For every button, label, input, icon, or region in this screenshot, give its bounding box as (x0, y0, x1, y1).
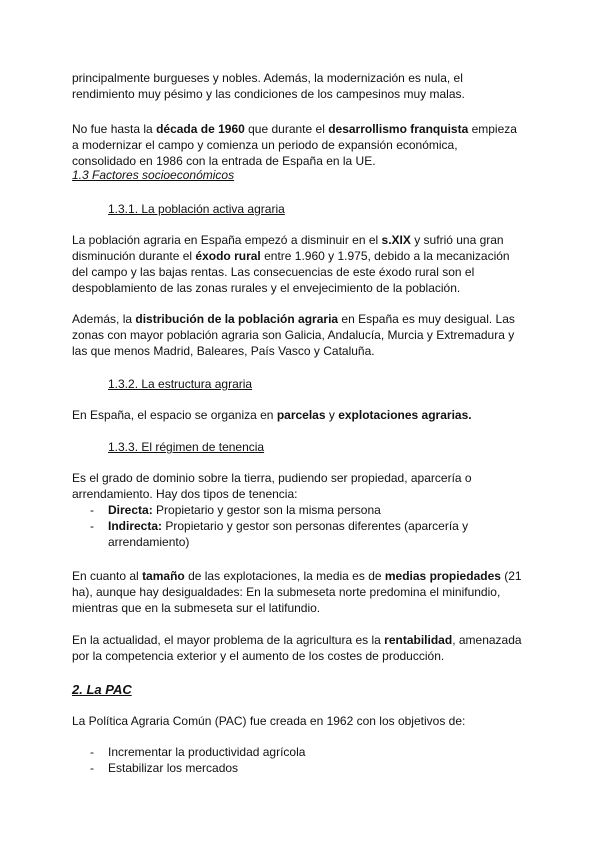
section-heading-1-3: 1.3 Factores socioeconómicos (72, 168, 235, 182)
list-item: - Estabilizar los mercados (90, 761, 239, 775)
paragraph-estructura: En España, el espacio se organiza en parcelas y explotaciones agrarias. (72, 408, 472, 422)
subsection-heading-1-3-3: 1.3.3. El régimen de tenencia (108, 440, 265, 454)
paragraph-pac: La Política Agraria Común (PAC) fue creada en 1962 con los objetivos de: (72, 714, 466, 728)
paragraph-tamano: En cuanto al tamaño de las explotaciones, la media es de medias propiedades (21 ha), aunque hay desigualdades: En la submeseta norte predomina el minifundio, mientras que en la submeseta sur el latifundio. (72, 569, 522, 615)
paragraph-decada-1960: No fue hasta la década de 1960 que durante el desarrollismo franquista empieza a modernizar el campo y comienza un periodo de expansión económica, consolidado en 1986 con la entrada de España en la UE. (72, 122, 517, 168)
list-item: - Directa: Propietario y gestor son la misma persona (90, 503, 381, 517)
list-item: - Incrementar la productividad agrícola (90, 745, 306, 759)
paragraph-poblacion-agraria: La población agraria en España empezó a disminuir en el s.XIX y sufrió una gran disminución durante el éxodo rural entre 1.960 y 1.975, debido a la mecanización del campo y las bajas rentas. Las consecuencias de este éxodo rural son el despoblamiento de las zonas rurales y el envejecimiento de la población. (72, 233, 510, 295)
section-heading-2: 2. La PAC (72, 682, 132, 697)
paragraph-tenencia: Es el grado de dominio sobre la tierra, pudiendo ser propiedad, aparcería o arrendamiento. Hay dos tipos de tenencia: - Directa: Propietario y gestor son la misma persona - Indirecta: Propietario y gestor son personas diferentes (aparcería y arrendamiento) (72, 470, 532, 550)
paragraph-distribucion: Además, la distribución de la población agraria en España es muy desigual. Las zonas con mayor población agraria son Galicia, Andalucía, Murcia y Extremadura y las que menos Madrid, Baleares, País Vasco y Cataluña. (72, 312, 515, 358)
subsection-heading-1-3-1: 1.3.1. La población activa agraria (108, 202, 285, 216)
list-objetivos (72, 744, 532, 776)
list-item: - Indirecta: Propietario y gestor son personas diferentes (aparcería y arrendamiento) (90, 519, 469, 549)
subsection-heading-1-3-2: 1.3.2. La estructura agraria (108, 377, 253, 391)
paragraph-rentabilidad: En la actualidad, el mayor problema de la agricultura es la rentabilidad, amenazada por la competencia exterior y el aumento de los costes de producción. (72, 633, 522, 663)
paragraph-intro: principalmente burgueses y nobles. Además, la modernización es nula, el rendimiento muy pésimo y las condiciones de los campesinos muy malas. (72, 71, 465, 101)
